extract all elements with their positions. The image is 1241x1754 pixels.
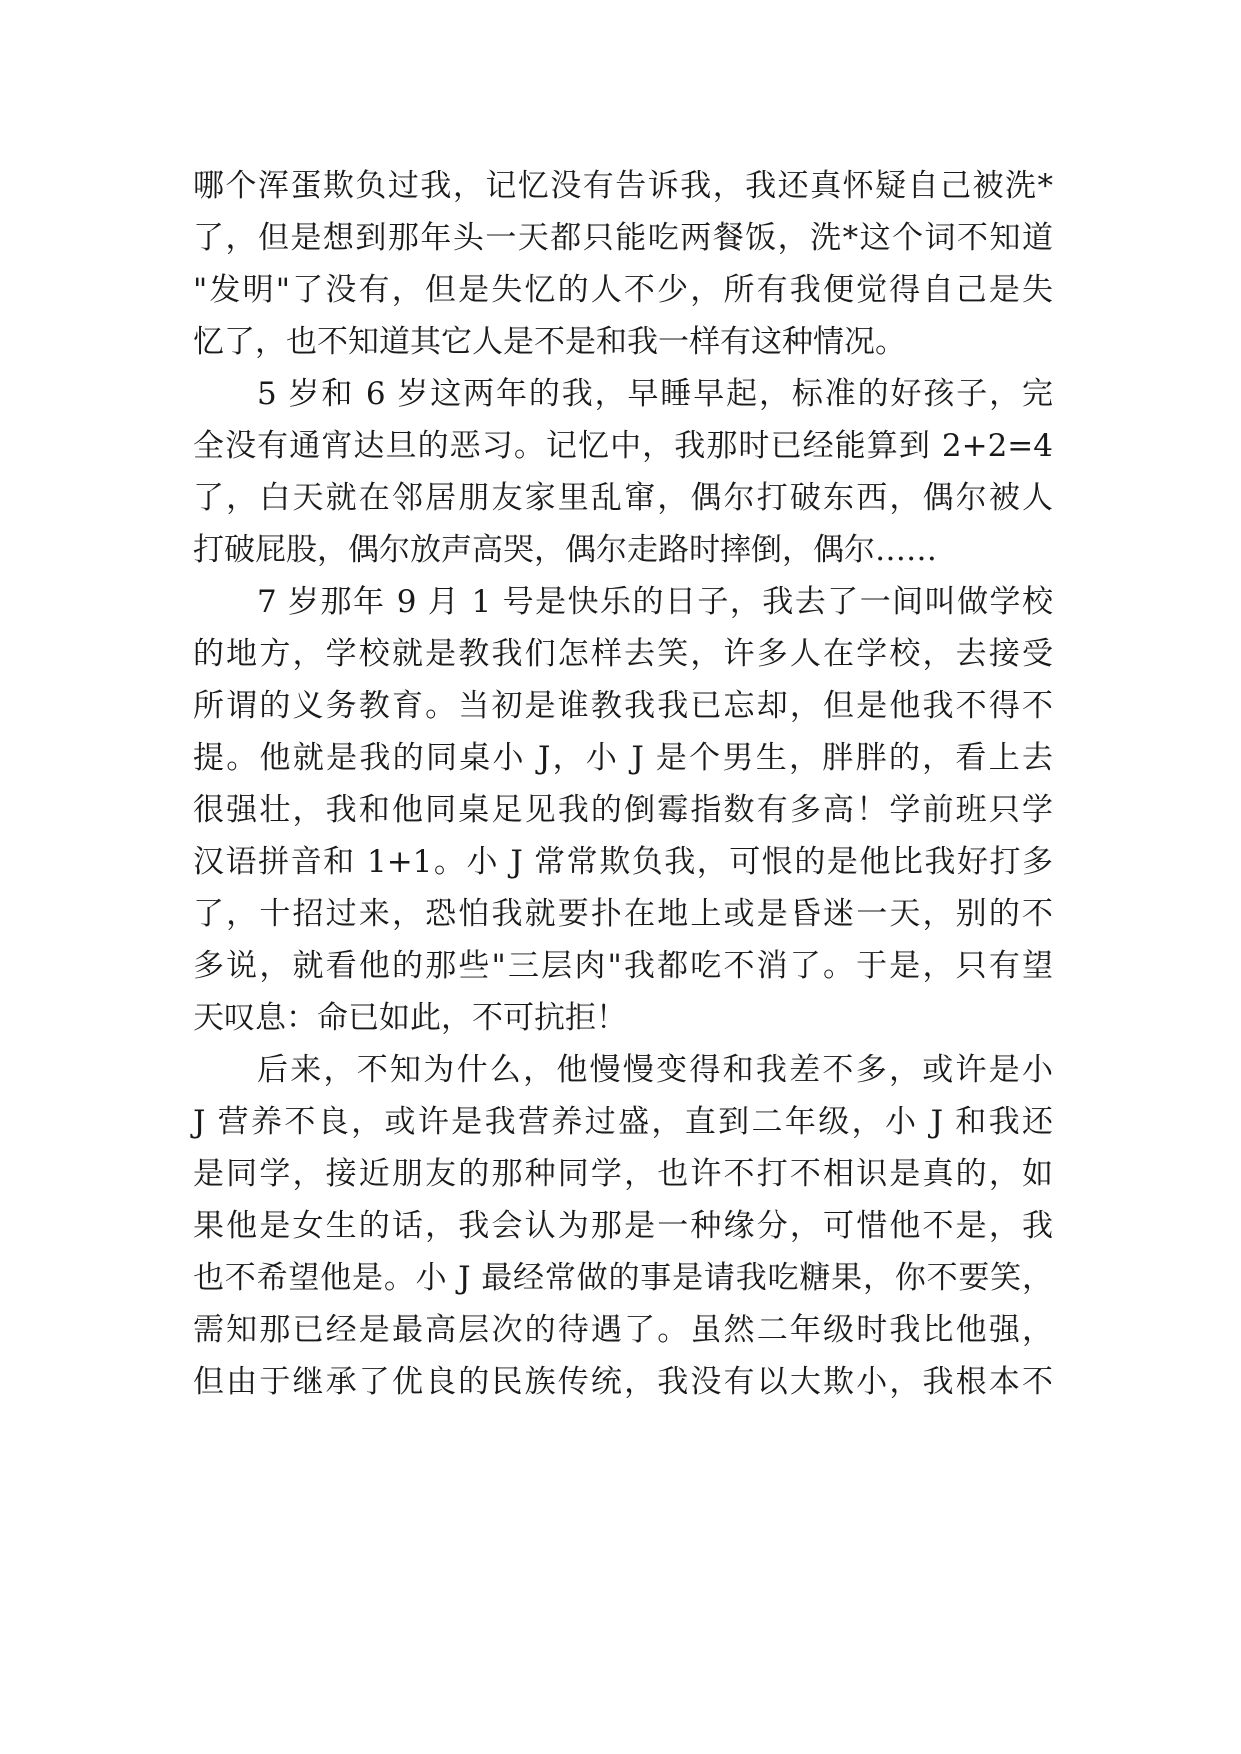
text-line: 打破屁股，偶尔放声高哭，偶尔走路时摔倒，偶尔…… [193, 532, 937, 568]
text-line: 但由于继承了优良的民族传统，我没有以大欺小，我根本不 [193, 1364, 1053, 1400]
text-line: J 营养不良，或许是我营养过盛，直到二年级，小 J 和我还 [193, 1104, 1053, 1140]
text-line: 果他是女生的话，我会认为那是一种缘分，可惜他不是，我 [193, 1208, 1053, 1244]
text-line: "发明"了没有，但是失忆的人不少，所有我便觉得自己是失 [193, 272, 1053, 308]
text-line: 哪个浑蛋欺负过我，记忆没有告诉我，我还真怀疑自己被洗* [193, 168, 1053, 204]
text-line: 了，十招过来，恐怕我就要扑在地上或是昏迷一天，别的不 [193, 896, 1053, 932]
text-line: 了，但是想到那年头一天都只能吃两餐饭，洗*这个词不知道 [193, 220, 1053, 256]
text-line: 天叹息：命已如此，不可抗拒！ [193, 1000, 627, 1036]
text-line: 汉语拼音和 1+1。小 J 常常欺负我，可恨的是他比我好打多 [193, 844, 1053, 880]
text-line: 是同学，接近朋友的那种同学，也许不打不相识是真的，如 [193, 1156, 1053, 1192]
text-line: 需知那已经是最高层次的待遇了。虽然二年级时我比他强， [193, 1312, 1053, 1348]
text-line: 所谓的义务教育。当初是谁教我我已忘却，但是他我不得不 [193, 688, 1053, 724]
paragraph-first-line: 后来，不知为什么，他慢慢变得和我差不多，或许是小 [257, 1052, 1053, 1088]
paragraph-first-line: 7 岁那年 9 月 1 号是快乐的日子，我去了一间叫做学校 [257, 584, 1053, 620]
text-line: 的地方，学校就是教我们怎样去笑，许多人在学校，去接受 [193, 636, 1053, 672]
text-line: 了，白天就在邻居朋友家里乱窜，偶尔打破东西，偶尔被人 [193, 480, 1053, 516]
text-line: 提。他就是我的同桌小 J，小 J 是个男生，胖胖的，看上去 [193, 740, 1053, 776]
paragraph-first-line: 5 岁和 6 岁这两年的我，早睡早起，标准的好孩子，完 [257, 376, 1053, 412]
text-line: 多说，就看他的那些"三层肉"我都吃不消了。于是，只有望 [193, 948, 1053, 984]
text-line: 很强壮，我和他同桌足见我的倒霉指数有多高！学前班只学 [193, 792, 1053, 828]
text-line: 也不希望他是。小 J 最经常做的事是请我吃糖果，你不要笑， [193, 1260, 1053, 1296]
text-line: 全没有通宵达旦的恶习。记忆中，我那时已经能算到 2+2=4 [193, 428, 1053, 464]
text-line: 忆了，也不知道其它人是不是和我一样有这种情况。 [193, 324, 906, 360]
